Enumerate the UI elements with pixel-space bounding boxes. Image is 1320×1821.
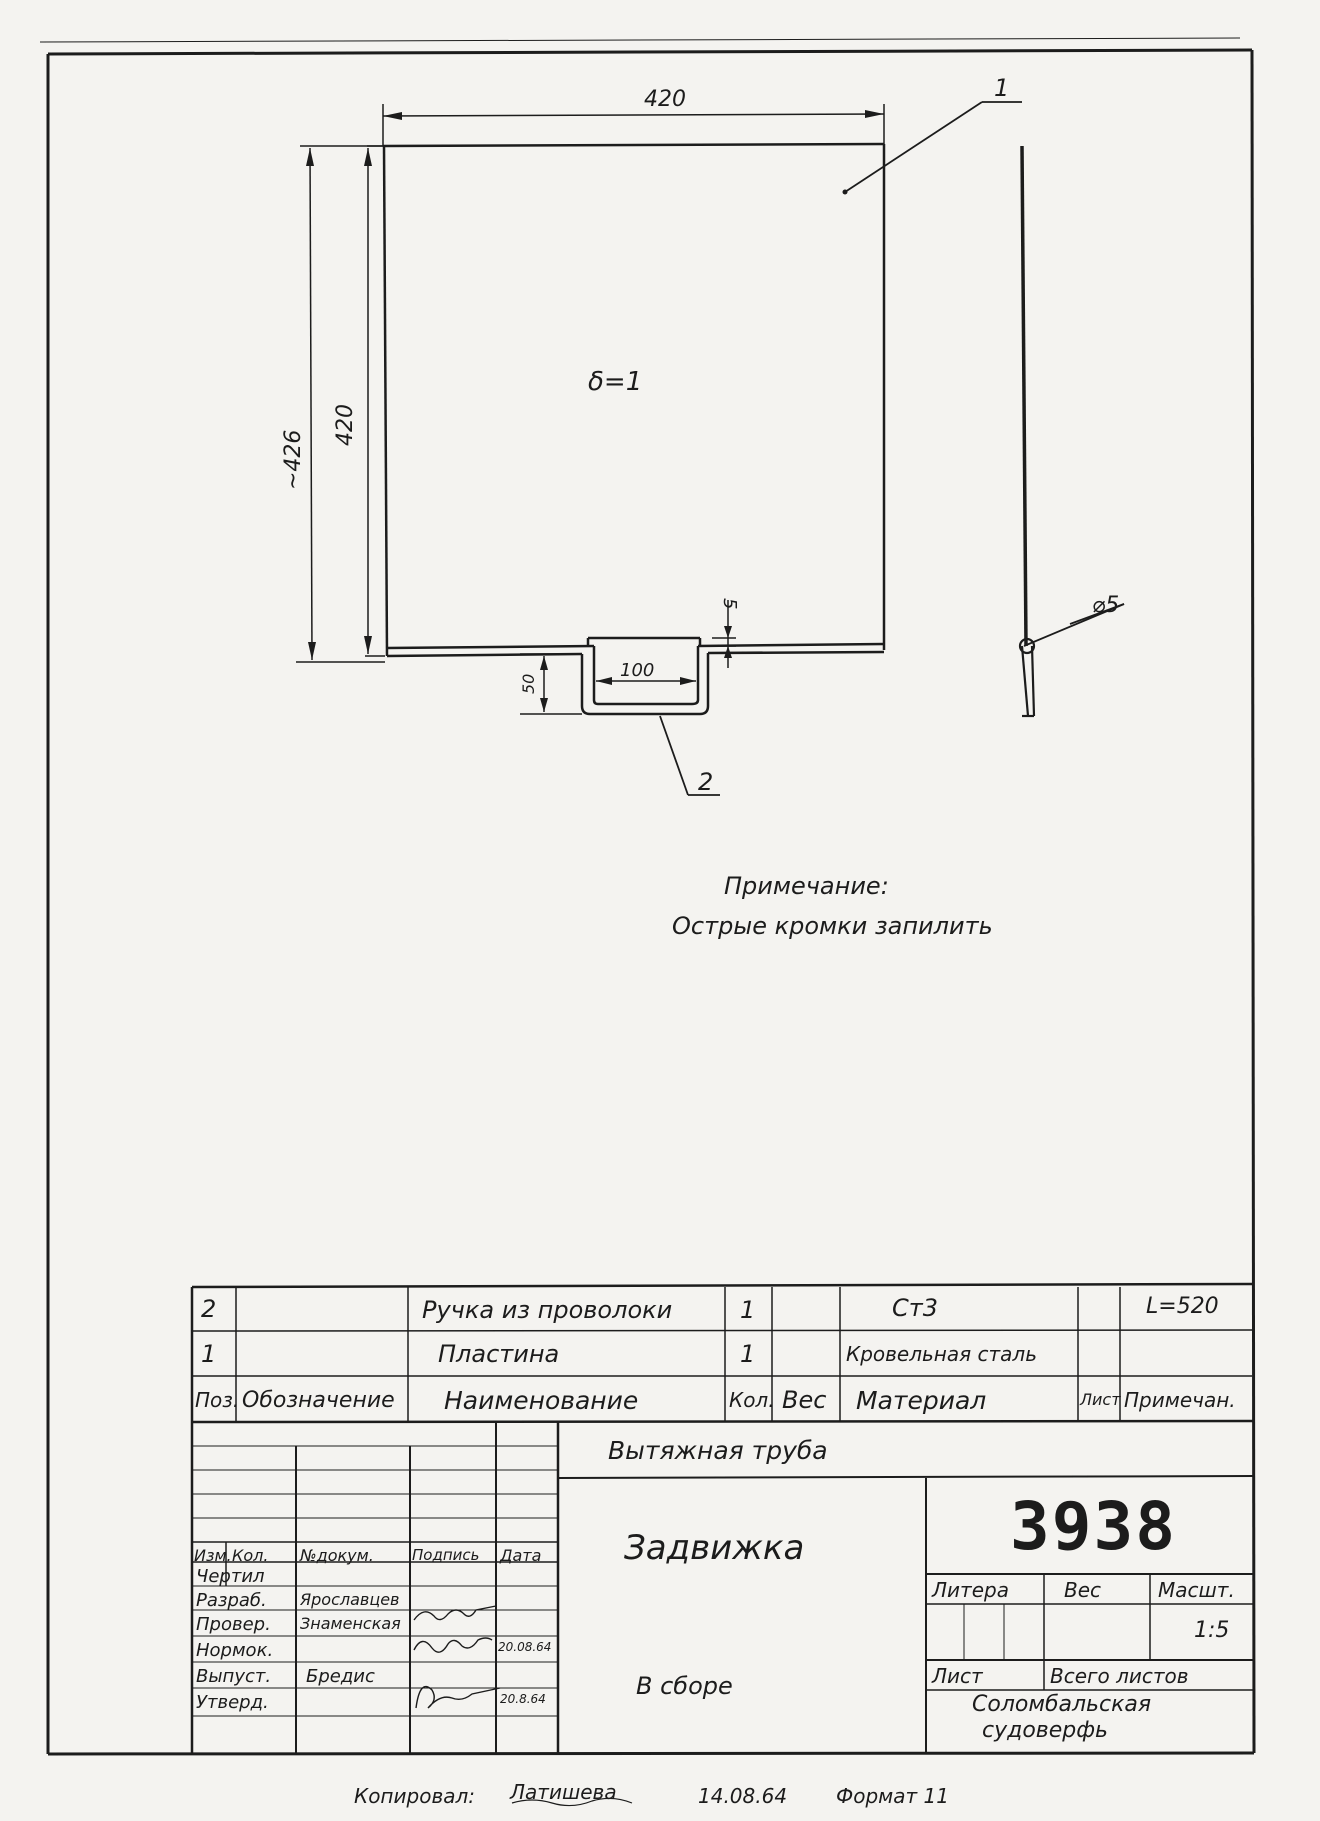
- pos-label-plate: 1: [994, 74, 1010, 102]
- company-line1: Соломбальская: [972, 1692, 1152, 1717]
- spec-header-sheet: Лист: [1080, 1390, 1121, 1409]
- spec-header-qty: Кол.: [729, 1388, 775, 1412]
- role-drawn: Чертил: [196, 1566, 265, 1587]
- label-weight: Вес: [1064, 1578, 1102, 1602]
- role-issued: Выпуст.: [196, 1666, 272, 1687]
- role-norm: Нормок.: [196, 1640, 274, 1661]
- signatures: [414, 1606, 500, 1708]
- note-title: Примечание:: [724, 872, 889, 900]
- role-developed: Разраб.: [196, 1590, 267, 1611]
- spec-row-name: Пластина: [438, 1340, 560, 1368]
- spec-row-material: Ст3: [892, 1294, 939, 1322]
- date-checked: 20.08.64: [498, 1640, 552, 1654]
- copied-by: Латишева: [510, 1780, 617, 1804]
- spec-header-note: Примечан.: [1124, 1388, 1236, 1412]
- label-total-sheets: Всего листов: [1050, 1664, 1189, 1688]
- copied-label: Копировал:: [354, 1784, 476, 1808]
- spec-header-name: Наименование: [444, 1386, 639, 1415]
- drawing-number: 3938: [1010, 1488, 1177, 1565]
- person-checked: Знаменская: [300, 1614, 401, 1633]
- note-text: Острые кромки запилить: [672, 912, 993, 940]
- label-scale: Масшт.: [1158, 1578, 1235, 1602]
- spec-header-material: Материал: [856, 1386, 987, 1415]
- date-issued: 20.8.64: [500, 1692, 546, 1706]
- spec-header-weight: Вес: [782, 1386, 827, 1414]
- dim-offset: 5: [719, 598, 740, 610]
- spec-row-qty: 1: [740, 1296, 756, 1324]
- label-litera: Литера: [932, 1578, 1009, 1602]
- role-approved: Утверд.: [196, 1692, 269, 1713]
- person-issued: Бредис: [306, 1666, 375, 1687]
- col-signature: Подпись: [412, 1546, 480, 1564]
- company-line2: судоверфь: [982, 1718, 1109, 1743]
- copied-date: 14.08.64: [698, 1784, 788, 1808]
- dim-width: 420: [644, 87, 686, 112]
- spec-header-pos: Поз.: [195, 1388, 240, 1412]
- signature-developed: [414, 1606, 496, 1620]
- spec-row-material: Кровельная сталь: [846, 1342, 1037, 1366]
- dim-handle-depth: 50: [519, 673, 538, 694]
- position-leaders: [660, 102, 1124, 795]
- col-count: Кол.: [232, 1546, 269, 1565]
- col-change: Изм.: [194, 1546, 232, 1565]
- pos-label-handle: 2: [698, 768, 714, 796]
- spec-row-qty: 1: [740, 1340, 756, 1368]
- spec-row-pos: 1: [201, 1340, 217, 1368]
- spec-row-name: Ручка из проволоки: [422, 1296, 673, 1324]
- role-checked: Провер.: [196, 1614, 271, 1635]
- signature-issued: [416, 1687, 500, 1708]
- dim-height-overall: ~426: [281, 429, 306, 490]
- part-name: Задвижка: [624, 1528, 805, 1568]
- assembly-note: В сборе: [636, 1672, 733, 1700]
- leader-dot: [843, 190, 848, 195]
- signature-checked: [414, 1638, 492, 1652]
- format-label: Формат 11: [836, 1784, 949, 1808]
- plate-drawing: [383, 144, 884, 714]
- label-sheet: Лист: [932, 1664, 983, 1688]
- spec-row-note: L=520: [1146, 1294, 1219, 1319]
- scale-value: 1:5: [1194, 1618, 1230, 1643]
- col-doc-no: №докум.: [300, 1546, 374, 1565]
- wire-side-view: [1020, 146, 1034, 716]
- spec-header-designation: Обозначение: [242, 1388, 395, 1413]
- dim-handle-width: 100: [620, 660, 655, 681]
- col-date: Дата: [500, 1546, 542, 1565]
- dim-wire-dia: ⌀5: [1092, 593, 1120, 618]
- assembly-title: Вытяжная труба: [608, 1436, 828, 1465]
- spec-row-pos: 2: [201, 1295, 217, 1323]
- person-developed: Ярославцев: [300, 1590, 400, 1609]
- dim-thickness: δ=1: [588, 367, 643, 397]
- dim-height-inner: 420: [333, 404, 358, 446]
